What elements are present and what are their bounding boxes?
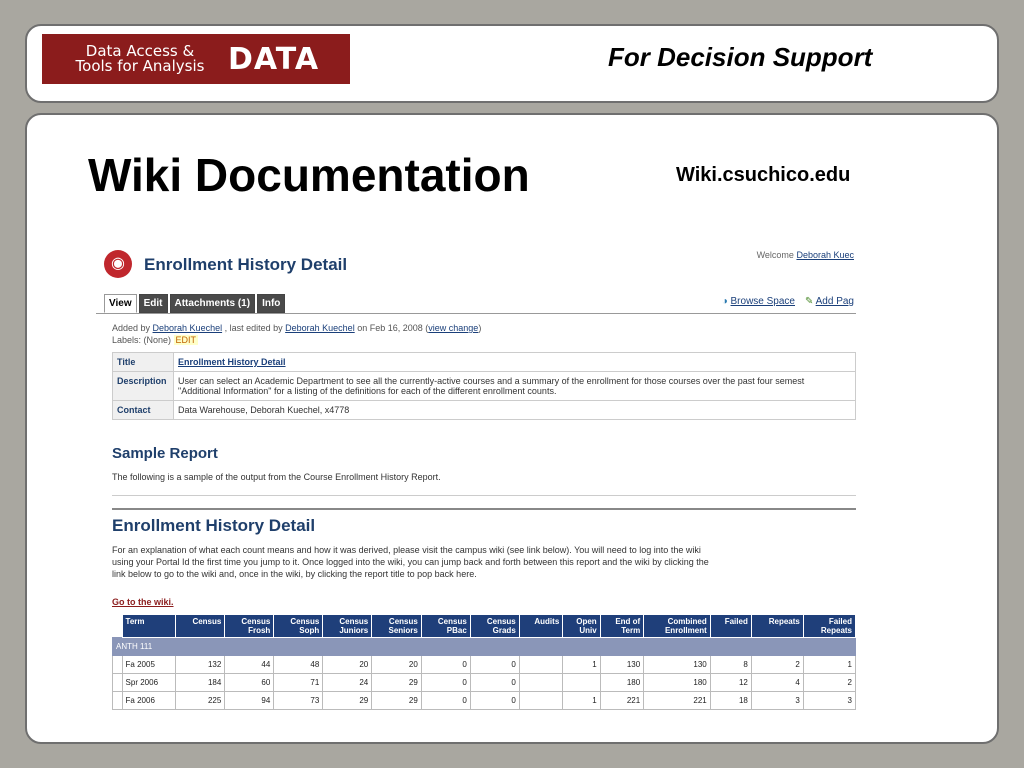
globe-icon: ◑ [721, 296, 728, 307]
count-cell: 180 [644, 674, 711, 692]
info-contact-label: Contact [113, 401, 174, 420]
column-header-line-1: Term [125, 617, 145, 626]
logo-line-2: Tools for Analysis [75, 57, 205, 75]
column-header-line-1: Repeats [768, 617, 800, 626]
info-row-title [113, 353, 856, 372]
count-cell: 94 [225, 692, 274, 710]
add-page-action[interactable] [805, 296, 854, 307]
info-title-label: Title [113, 353, 174, 372]
column-header[interactable] [176, 615, 225, 638]
tab-view[interactable]: View [104, 294, 137, 313]
count-cell: 20 [372, 656, 422, 674]
editor-link[interactable]: Deborah Kuechel [285, 323, 355, 333]
add-page-link[interactable]: Add Pag [815, 296, 854, 307]
info-title-link[interactable]: Enrollment History Detail [178, 357, 286, 367]
column-header-line-1: Census [339, 617, 369, 626]
column-header-line-1: Audits [534, 617, 560, 626]
view-change-link[interactable]: view change [428, 323, 479, 333]
info-description-value [174, 372, 856, 401]
count-cell: 0 [470, 674, 519, 692]
column-header-line-2: Term [621, 626, 641, 635]
term-cell: Spr 2006 [122, 674, 176, 692]
count-cell [563, 674, 600, 692]
column-header-line-1: Census [388, 617, 418, 626]
meta-added-by: Added by [112, 323, 153, 333]
count-cell: 2 [803, 674, 855, 692]
browse-space-link[interactable]: Browse Space [730, 296, 795, 307]
tab-divider [96, 313, 856, 314]
sample-report-heading: Sample Report [112, 445, 218, 462]
column-header-line-2: Juniors [339, 626, 369, 635]
column-header-line-2: Univ [579, 626, 597, 635]
column-header-line-2: Frosh [248, 626, 271, 635]
count-cell: 4 [751, 674, 803, 692]
count-cell: 0 [421, 656, 470, 674]
course-group-label: ANTH 111 [113, 638, 856, 656]
count-cell: 130 [644, 656, 711, 674]
count-cell: 8 [710, 656, 751, 674]
info-row-description [113, 372, 856, 401]
goto-wiki [112, 597, 174, 607]
column-header[interactable] [644, 615, 711, 638]
count-cell: 0 [421, 692, 470, 710]
divider [112, 508, 856, 510]
divider [112, 495, 856, 496]
count-cell: 130 [600, 656, 644, 674]
count-cell: 225 [176, 692, 225, 710]
column-header[interactable] [710, 615, 751, 638]
logo-subtitle [42, 44, 220, 74]
wiki-screenshot [96, 240, 856, 712]
page-info-table [112, 352, 856, 420]
meta-close: ) [478, 323, 482, 333]
count-cell: 44 [225, 656, 274, 674]
row-label-header [113, 615, 123, 638]
tab-info[interactable]: Info [257, 294, 285, 313]
term-cell: Fa 2005 [122, 656, 176, 674]
column-header-line-1: Failed [828, 617, 852, 626]
course-group-row [113, 638, 856, 656]
column-header-line-1: Combined [667, 617, 707, 626]
logo-word: DATA [228, 41, 320, 77]
column-header-line-1: Census [241, 617, 271, 626]
welcome-user-link[interactable]: Deborah Kuec [796, 250, 854, 260]
table-row [113, 692, 856, 710]
count-cell: 0 [470, 656, 519, 674]
count-cell: 24 [323, 674, 372, 692]
column-header-line-1: End of [615, 617, 641, 626]
count-cell [519, 656, 563, 674]
column-header[interactable] [122, 615, 176, 638]
column-header[interactable] [274, 615, 323, 638]
count-cell: 132 [176, 656, 225, 674]
count-cell: 184 [176, 674, 225, 692]
column-header-line-1: Census [192, 617, 222, 626]
tab-edit[interactable]: Edit [139, 294, 168, 313]
add-page-icon: ✎ [805, 296, 814, 307]
count-cell: 20 [323, 656, 372, 674]
wiki-url: Wiki.csuchico.edu [676, 164, 851, 186]
column-header-line-1: Census [486, 617, 516, 626]
column-header[interactable] [470, 615, 519, 638]
count-cell: 71 [274, 674, 323, 692]
row-label-cell [113, 656, 123, 674]
goto-wiki-link[interactable]: Go to the wiki. [112, 597, 174, 607]
column-header-line-1: Census [437, 617, 467, 626]
description-line-1: User can select an Academic Department to see all the currently-active courses and a summary of the enrollment for those courses over the past four semest [178, 376, 805, 386]
wiki-tabs [104, 294, 285, 313]
column-header[interactable] [563, 615, 600, 638]
author-link[interactable]: Deborah Kuechel [152, 323, 223, 333]
count-cell: 221 [600, 692, 644, 710]
row-label-cell [113, 674, 123, 692]
count-cell: 221 [644, 692, 711, 710]
tagline: For Decision Support [608, 42, 873, 72]
column-header-line-2: Seniors [388, 626, 418, 635]
column-header-line-2: Soph [299, 626, 320, 635]
count-cell: 3 [751, 692, 803, 710]
meta-last-edited: , last edited by [222, 323, 286, 333]
column-header-line-2: Grads [492, 626, 516, 635]
count-cell [519, 674, 563, 692]
count-cell: 1 [563, 656, 600, 674]
column-header-line-2: Repeats [820, 626, 852, 635]
row-label-cell [113, 692, 123, 710]
count-cell: 18 [710, 692, 751, 710]
count-cell [519, 692, 563, 710]
column-header-line-2: PBac [446, 626, 467, 635]
count-cell: 2 [751, 656, 803, 674]
column-header-line-1: Census [290, 617, 320, 626]
column-header[interactable] [519, 615, 563, 638]
info-row-contact [113, 401, 856, 420]
data-logo [42, 34, 350, 84]
wiki-page-title: Enrollment History Detail [144, 255, 348, 274]
browse-space-action[interactable] [722, 296, 795, 307]
welcome-text [757, 250, 854, 260]
wiki-page-icon: ◉ [104, 250, 132, 278]
meta-date: on Feb 16, 2008 ( [354, 323, 429, 333]
info-description-label: Description [113, 372, 174, 401]
count-cell: 73 [274, 692, 323, 710]
column-header-line-1: Failed [724, 617, 748, 626]
column-header[interactable] [323, 615, 372, 638]
count-cell: 12 [710, 674, 751, 692]
column-header[interactable] [372, 615, 422, 638]
count-cell: 60 [225, 674, 274, 692]
table-row [113, 674, 856, 692]
sample-report-desc: The following is a sample of the output from the Course Enrollment History Report. [112, 472, 441, 482]
slide-title: Wiki Documentation [88, 149, 530, 201]
welcome-prefix: Welcome [756, 250, 797, 260]
table-header-row [113, 615, 856, 638]
column-header[interactable] [751, 615, 803, 638]
column-header[interactable] [421, 615, 470, 638]
count-cell: 3 [803, 692, 855, 710]
count-cell: 29 [323, 692, 372, 710]
count-cell: 29 [372, 692, 422, 710]
tab-attachments[interactable]: Attachments (1) [170, 294, 256, 313]
term-cell: Fa 2006 [122, 692, 176, 710]
count-cell: 1 [803, 656, 855, 674]
page-actions [722, 296, 854, 307]
page-meta [112, 322, 481, 346]
description-line-2: "Additional Information" for a listing of the definitions for each of the different enrollment counts. [178, 386, 557, 396]
column-header[interactable] [803, 615, 855, 638]
logo-line-1: Data Access & [85, 42, 195, 60]
info-contact-value: Data Warehouse, Deborah Kuechel, x4778 [174, 401, 856, 420]
count-cell: 29 [372, 674, 422, 692]
column-header[interactable] [225, 615, 274, 638]
table-row [113, 656, 856, 674]
report-title: Enrollment History Detail [112, 516, 316, 535]
labels-text: Labels: (None) [112, 335, 174, 345]
count-cell: 0 [470, 692, 519, 710]
count-cell: 1 [563, 692, 600, 710]
count-cell: 0 [421, 674, 470, 692]
report-description: For an explanation of what each count means and how it was derived, please visit the campus wiki (see link below). You will need to log into the wiki using your Portal Id the first time you jump to it. Once logged into the wiki, you can jump back and forth between this report and the wiki by clicking the link below to go to the wiki and, once in the wiki, by clicking the report title to pop back here. [112, 545, 709, 579]
enrollment-table [112, 614, 856, 710]
table-body [113, 638, 856, 710]
count-cell: 48 [274, 656, 323, 674]
column-header[interactable] [600, 615, 644, 638]
column-header-line-2: Enrollment [664, 626, 707, 635]
column-header-line-1: Open [576, 617, 597, 626]
count-cell: 180 [600, 674, 644, 692]
labels-edit-link[interactable]: EDIT [175, 335, 197, 345]
